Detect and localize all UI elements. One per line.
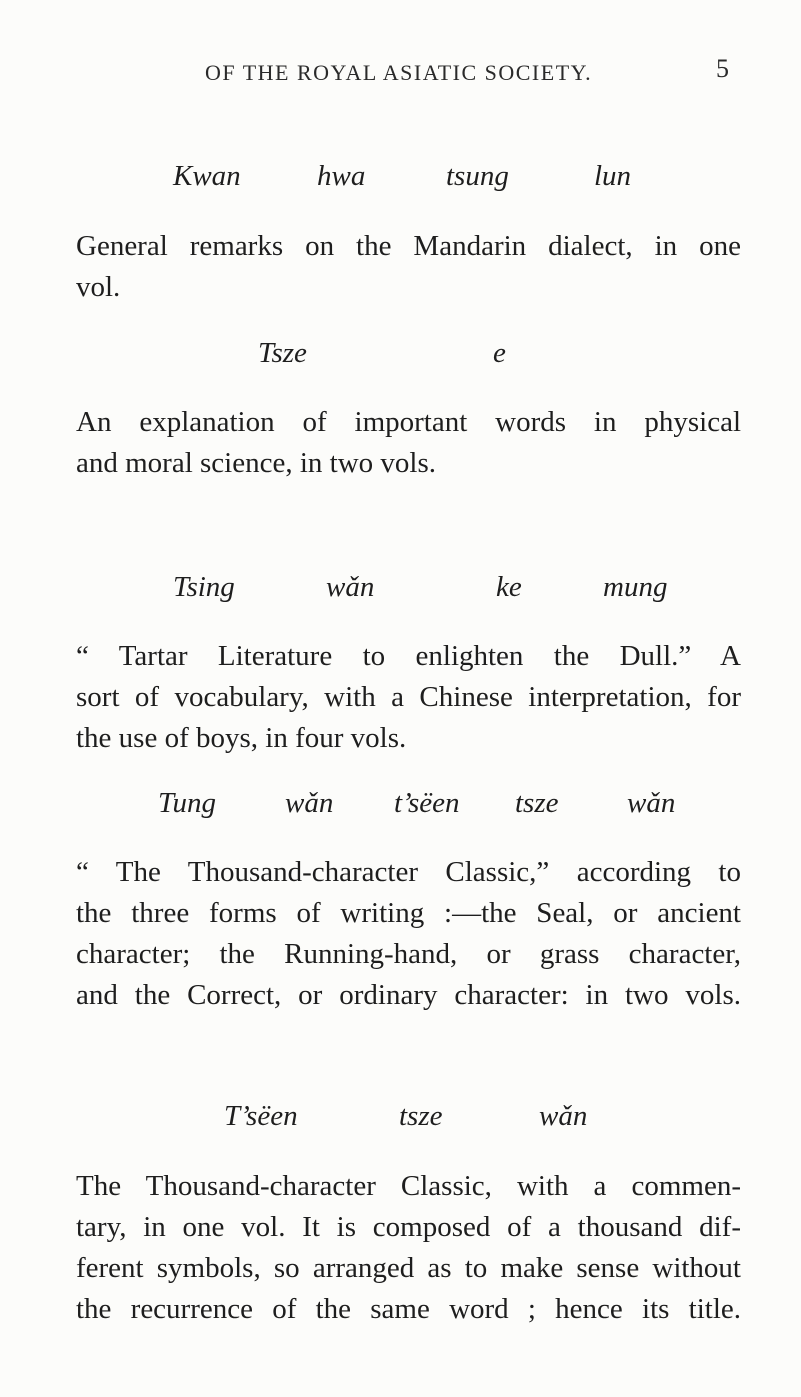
text-line: sort of vocabulary, with a Chinese interpretation, for	[76, 681, 741, 713]
title-word: Tsing	[173, 571, 235, 603]
title-word: ke	[496, 571, 522, 603]
text-line: ferent symbols, so arranged as to make sense without	[76, 1252, 741, 1284]
title-word: Tsze	[258, 337, 307, 369]
entry-description	[76, 636, 741, 759]
entry-description	[76, 852, 741, 1016]
text-line: and the Correct, or ordinary character: in two vols.	[76, 979, 741, 1011]
text-line: the three forms of writing :—the Seal, or ancient	[76, 897, 741, 929]
title-word: wǎn	[285, 787, 334, 819]
title-word: T’sëen	[224, 1100, 298, 1132]
page-number: 5	[716, 54, 729, 83]
text-line: An explanation of important words in physical	[76, 406, 741, 438]
title-word: lun	[594, 160, 632, 192]
title-word: wǎn	[326, 571, 375, 603]
title-word: tsze	[515, 787, 559, 819]
entry-title-tsing-wan-ke-mung	[0, 571, 801, 611]
title-word: wǎn	[539, 1100, 588, 1132]
title-word: e	[493, 337, 506, 369]
text-line: The Thousand-character Classic, with a commen-	[76, 1170, 741, 1202]
text-line: and moral science, in two vols.	[76, 447, 436, 479]
entry-title-tung-wan-tseen-tsze-wan	[0, 787, 801, 827]
entry-title-tseen-tsze-wan	[0, 1100, 801, 1140]
text-line: General remarks on the Mandarin dialect, in one	[76, 230, 741, 262]
text-line: “ The Thousand-character Classic,” according to	[76, 856, 741, 888]
text-line: character; the Running-hand, or grass character,	[76, 938, 741, 970]
running-head: OF THE ROYAL ASIATIC SOCIETY.	[205, 60, 593, 85]
text-line: the recurrence of the same word ; hence its title.	[76, 1293, 741, 1325]
text-line: tary, in one vol. It is composed of a thousand dif-	[76, 1211, 741, 1243]
text-line: vol.	[76, 271, 121, 303]
entry-title-tsze-e	[0, 337, 801, 377]
title-word: Kwan	[173, 160, 241, 192]
entry-title-kwan-hwa-tsung-lun	[0, 160, 801, 200]
text-line: “ Tartar Literature to enlighten the Dull.” A	[76, 640, 741, 672]
entry-description	[76, 1166, 741, 1330]
title-word: mung	[603, 571, 668, 603]
title-word: tsze	[399, 1100, 443, 1132]
title-word: Tung	[158, 787, 217, 819]
title-word: tsung	[446, 160, 509, 192]
title-word: wǎn	[627, 787, 676, 819]
title-word: t’sëen	[394, 787, 460, 819]
entry-description	[76, 226, 741, 308]
entry-description	[76, 402, 741, 484]
title-word: hwa	[317, 160, 366, 192]
text-line: the use of boys, in four vols.	[76, 722, 407, 754]
